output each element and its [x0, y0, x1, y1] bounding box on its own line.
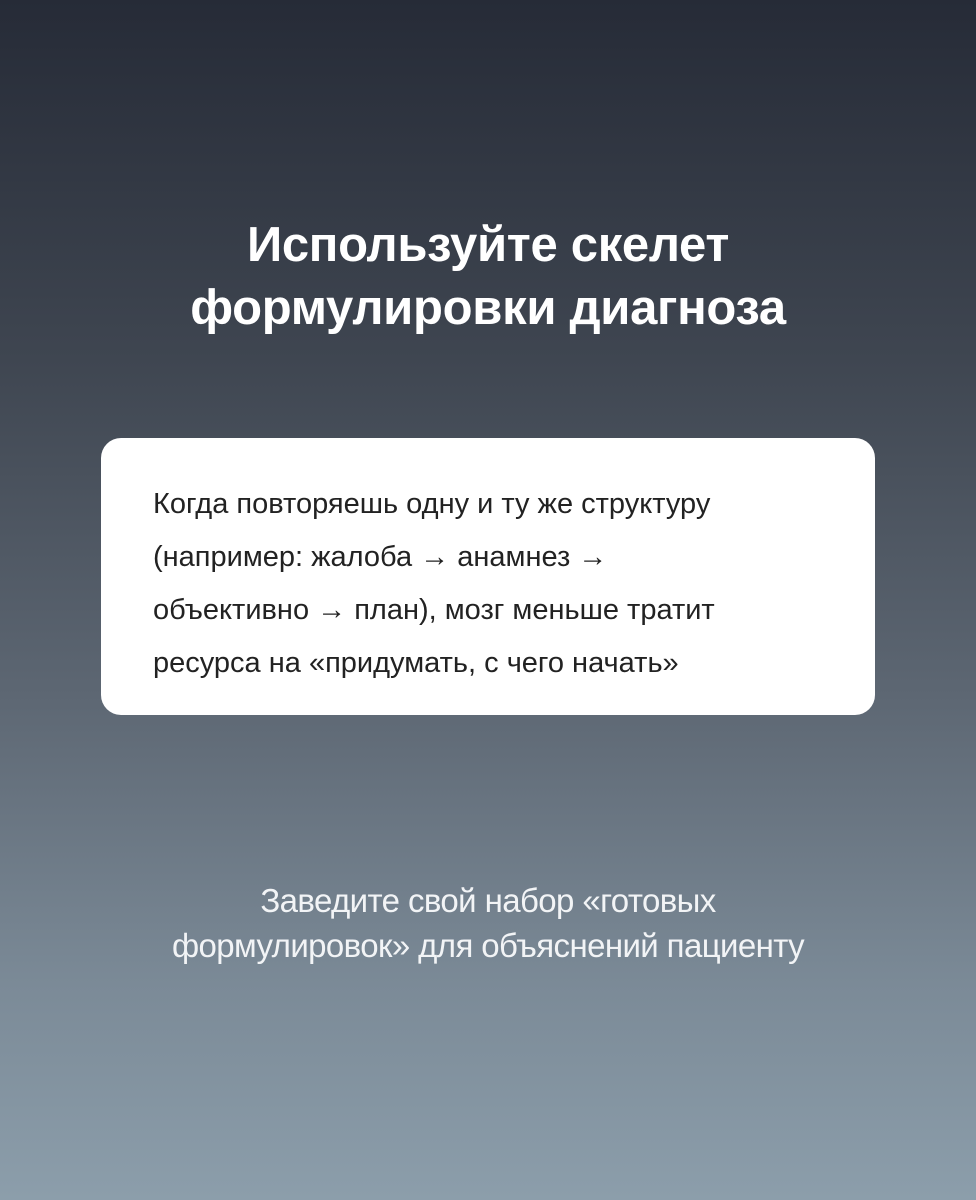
tip-card-line-3: объективно → план), мозг меньше тратит	[153, 594, 715, 626]
tip-card	[101, 438, 875, 715]
slide-title	[0, 214, 976, 340]
next-tip-text	[0, 878, 976, 968]
slide-title-line-2: формулировки диагноза	[190, 281, 786, 335]
next-tip-line-1: Заведите свой набор «готовых	[260, 882, 716, 919]
tip-card-line-4: ресурса на «придумать, с чего начать»	[153, 647, 679, 679]
slide-title-line-1: Используйте скелет	[246, 218, 730, 272]
tip-card-text	[153, 478, 835, 690]
tip-card-line-2: (например: жалоба → анамнез →	[153, 541, 608, 573]
next-tip-line-2: формулировок» для объяснений пациенту	[171, 927, 805, 964]
tip-card-line-1: Когда повторяешь одну и ту же структуру	[153, 488, 711, 520]
